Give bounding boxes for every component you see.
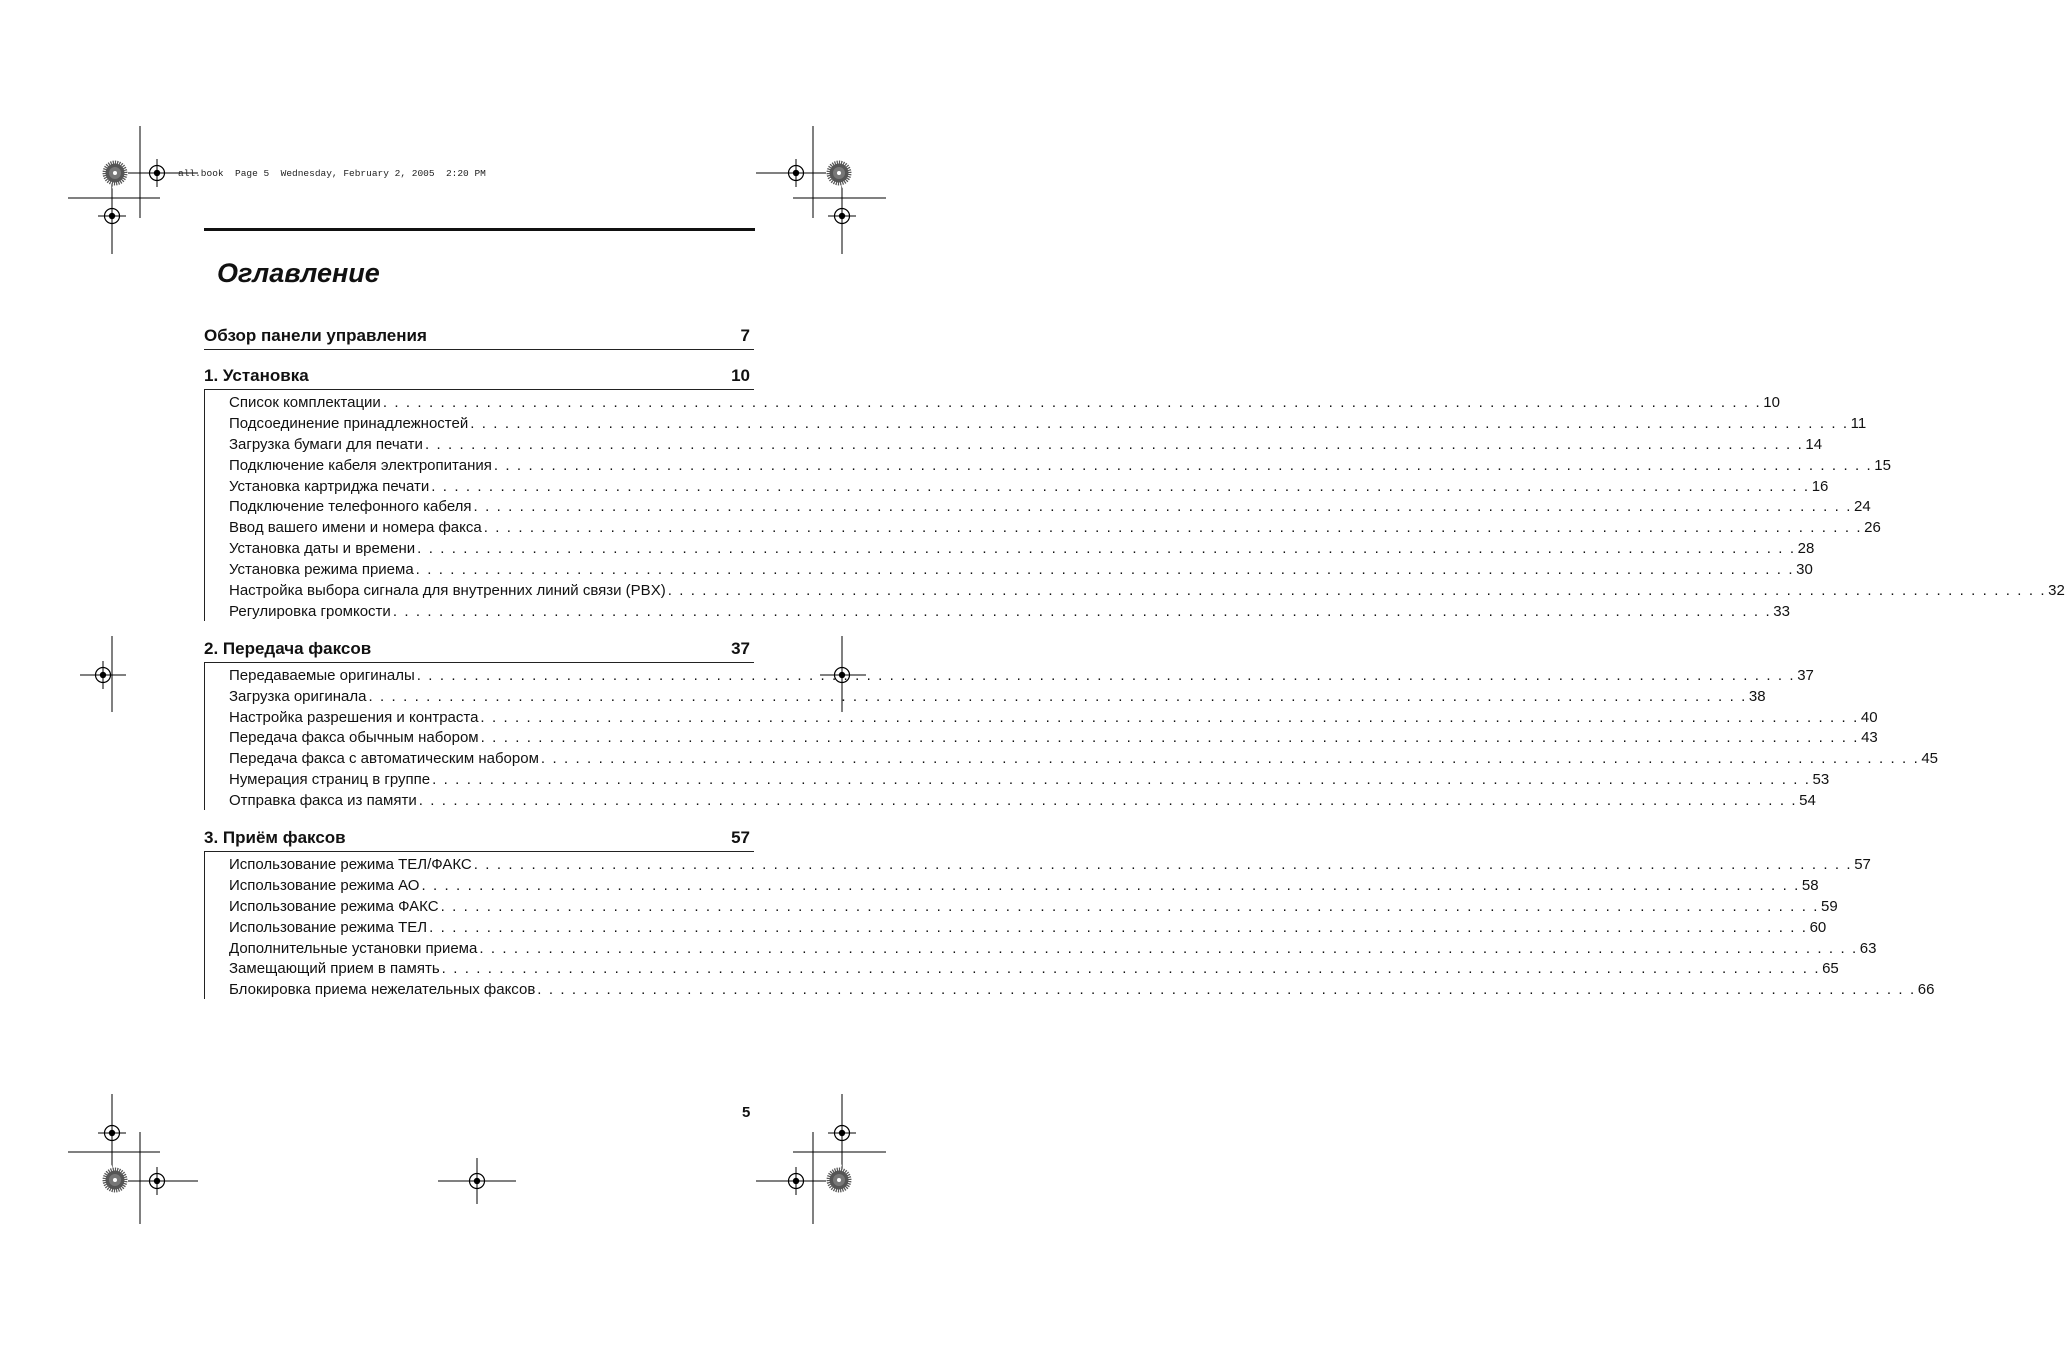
entry-title: Отправка факса из памяти bbox=[229, 792, 417, 810]
entry-title: Замещающий прием в память bbox=[229, 960, 440, 978]
section-heading[interactable] bbox=[204, 824, 754, 852]
dot-leader: . . . . . . . . . . . . . . . . . . . . . . . . . . . . . . . . . . . . . . . . . . . . . . . . . . . . . . . . . . . . . . . . . . . . . . . . . . . . . . . . . . . . . . . . . . . . . . . . . . . . . . . . . . . . . . . . . . . . . . . . bbox=[429, 918, 1808, 936]
entry-page: 38 bbox=[1748, 687, 1766, 705]
dot-leader: . . . . . . . . . . . . . . . . . . . . . . . . . . . . . . . . . . . . . . . . . . . . . . . . . . . . . . . . . . . . . . . . . . . . . . . . . . . . . . . . . . . . . . . . . . . . . . . . . . . . . . . . . . . . . . . . . . . . . . . . bbox=[441, 960, 1821, 978]
entry-page: 32 bbox=[2048, 582, 2065, 600]
section-title: 1. Установка bbox=[204, 366, 309, 385]
toc-entry[interactable] bbox=[204, 980, 1935, 1001]
section-title: 2. Передача факсов bbox=[204, 638, 372, 658]
toc-entry[interactable] bbox=[204, 539, 1815, 560]
toc-entry[interactable] bbox=[204, 855, 1871, 876]
dot-leader: . . . . . . . . . . . . . . . . . . . . . . . . . . . . . . . . . . . . . . . . . . . . . . . . . . . . . . . . . . . . . . . . . . . . . . . . . . . . . . . . . . . . . . . . . . . . . . . . . . . . . . . . . . . . . . . . . . . . . . . . bbox=[480, 729, 1860, 747]
toc-section bbox=[204, 824, 1935, 1001]
toc-entry[interactable] bbox=[204, 959, 1839, 980]
entry-page: 26 bbox=[1864, 519, 1881, 537]
toc-entry[interactable] bbox=[204, 687, 1766, 708]
section-entries bbox=[204, 393, 2065, 623]
entry-page: 65 bbox=[1822, 960, 1839, 978]
entry-title: Передаваемые оригиналы bbox=[229, 666, 415, 684]
toc-entry[interactable] bbox=[204, 560, 1813, 581]
dot-leader: . . . . . . . . . . . . . . . . . . . . . . . . . . . . . . . . . . . . . . . . . . . . . . . . . . . . . . . . . . . . . . . . . . . . . . . . . . . . . . . . . . . . . . . . . . . . . . . . . . . . . . . . . . . . . . . . . . . . . . . . bbox=[483, 519, 1863, 537]
entry-title: Загрузка бумаги для печати bbox=[229, 435, 423, 453]
entry-title: Настройка разрешения и контраста bbox=[229, 708, 479, 726]
entry-title: Установка даты и времени bbox=[229, 540, 416, 558]
dot-leader: . . . . . . . . . . . . . . . . . . . . . . . . . . . . . . . . . . . . . . . . . . . . . . . . . . . . . . . . . . . . . . . . . . . . . . . . . . . . . . . . . . . . . . . . . . . . . . . . . . . . . . . . . . . . . . . . . . . . . . . . bbox=[480, 708, 1859, 726]
toc-section bbox=[204, 322, 754, 350]
toc-entry[interactable] bbox=[204, 749, 1939, 770]
section-page: 7 bbox=[740, 326, 750, 345]
entry-title: Передача факса обычным набором bbox=[229, 729, 479, 747]
table-of-contents bbox=[204, 322, 2065, 1013]
entry-page: 59 bbox=[1821, 897, 1838, 915]
entry-page: 63 bbox=[1859, 939, 1877, 957]
entry-page: 66 bbox=[1917, 981, 1935, 999]
entry-page: 54 bbox=[1799, 792, 1816, 810]
toc-entry[interactable] bbox=[204, 728, 1878, 749]
section-page: 10 bbox=[731, 366, 750, 385]
toc-section bbox=[204, 635, 1939, 812]
entry-title: Использование режима АО bbox=[229, 876, 420, 894]
dot-leader: . . . . . . . . . . . . . . . . . . . . . . . . . . . . . . . . . . . . . . . . . . . . . . . . . . . . . . . . . . . . . . . . . . . . . . . . . . . . . . . . . . . . . . . . . . . . . . . . . . . . . . . . . . . . . . . . . . . . . . . . bbox=[432, 771, 1811, 789]
entry-page: 15 bbox=[1874, 456, 1891, 474]
toc-entry[interactable] bbox=[204, 435, 1823, 456]
dot-leader: . . . . . . . . . . . . . . . . . . . . . . . . . . . . . . . . . . . . . . . . . . . . . . . . . . . . . . . . . . . . . . . . . . . . . . . . . . . . . . . . . . . . . . . . . . . . . . . . . . . . . . . . . . . . . . . . . . . . . . . . bbox=[424, 435, 1804, 453]
entry-title: Подключение кабеля электропитания bbox=[229, 456, 492, 474]
entry-page: 16 bbox=[1811, 477, 1829, 495]
page-number: 5 bbox=[742, 1104, 751, 1121]
entry-page: 11 bbox=[1850, 414, 1867, 432]
dot-leader: . . . . . . . . . . . . . . . . . . . . . . . . . . . . . . . . . . . . . . . . . . . . . . . . . . . . . . . . . . . . . . . . . . . . . . . . . . . . . . . . . . . . . . . . . . . . . . . . . . . . . . . . . . . . . . . . . . . . . . . . bbox=[473, 498, 1852, 516]
entry-page: 58 bbox=[1801, 876, 1819, 894]
toc-entry[interactable] bbox=[204, 456, 1891, 477]
section-heading[interactable] bbox=[204, 322, 754, 350]
toc-entry[interactable] bbox=[204, 666, 1814, 687]
entry-page: 45 bbox=[1921, 750, 1939, 768]
toc-entry[interactable] bbox=[204, 602, 1790, 623]
toc-entry[interactable] bbox=[204, 497, 1871, 518]
entry-page: 30 bbox=[1796, 561, 1813, 579]
dot-leader: . . . . . . . . . . . . . . . . . . . . . . . . . . . . . . . . . . . . . . . . . . . . . . . . . . . . . . . . . . . . . . . . . . . . . . . . . . . . . . . . . . . . . . . . . . . . . . . . . . . . . . . . . . . . . . . . . . . . . . . . bbox=[418, 792, 1798, 810]
entry-page: 10 bbox=[1763, 394, 1780, 411]
dot-leader: . . . . . . . . . . . . . . . . . . . . . . . . . . . . . . . . . . . . . . . . . . . . . . . . . . . . . . . . . . . . . . . . . . . . . . . . . . . . . . . . . . . . . . . . . . . . . . . . . . . . . . . . . . . . . . . . . . . . . . . . bbox=[537, 981, 1916, 999]
section-heading[interactable] bbox=[204, 362, 754, 390]
section-side-rule bbox=[204, 852, 205, 999]
entry-title: Подсоединение принадлежностей bbox=[229, 414, 469, 432]
print-slug: all.book Page 5 Wednesday, February 2, 2005 2:20 PM bbox=[178, 168, 486, 179]
toc-entry[interactable] bbox=[204, 393, 1780, 414]
entry-title: Настройка выбора сигнала для внутренних линий связи (PBX) bbox=[229, 582, 666, 600]
entry-page: 53 bbox=[1812, 771, 1830, 789]
dot-leader: . . . . . . . . . . . . . . . . . . . . . . . . . . . . . . . . . . . . . . . . . . . . . . . . . . . . . . . . . . . . . . . . . . . . . . . . . . . . . . . . . . . . . . . . . . . . . . . . . . . . . . . . . . . . . . . . . . . . . . . . bbox=[440, 897, 1820, 915]
dot-leader: . . . . . . . . . . . . . . . . . . . . . . . . . . . . . . . . . . . . . . . . . . . . . . . . . . . . . . . . . . . . . . . . . . . . . . . . . . . . . . . . . . . . . . . . . . . . . . . . . . . . . . . . . . . . . . . . . . . . . . . . bbox=[416, 666, 1796, 684]
section-side-rule bbox=[204, 663, 205, 810]
toc-entry[interactable] bbox=[204, 770, 1830, 791]
dot-leader: . . . . . . . . . . . . . . . . . . . . . . . . . . . . . . . . . . . . . . . . . . . . . . . . . . . . . . . . . . . . . . . . . . . . . . . . . . . . . . . . . . . . . . . . . . . . . . . . . . . . . . . . . . . . . . . . . . . . . . . . bbox=[417, 540, 1796, 558]
toc-entry[interactable] bbox=[204, 708, 1878, 729]
entry-page: 24 bbox=[1853, 498, 1871, 516]
entry-title: Подключение телефонного кабеля bbox=[229, 498, 472, 516]
dot-leader: . . . . . . . . . . . . . . . . . . . . . . . . . . . . . . . . . . . . . . . . . . . . . . . . . . . . . . . . . . . . . . . . . . . . . . . . . . . . . . . . . . . . . . . . . . . . . . . . . . . . . . . . . . . . . . . . . . . . . . . . bbox=[415, 561, 1795, 579]
entry-page: 40 bbox=[1860, 708, 1878, 726]
section-page: 57 bbox=[731, 828, 750, 848]
entry-page: 43 bbox=[1861, 729, 1878, 747]
section-side-rule bbox=[204, 390, 205, 621]
toc-section bbox=[204, 362, 2065, 623]
section-entries bbox=[204, 855, 1935, 1001]
page-title: Оглавление bbox=[217, 258, 380, 288]
entry-page: 14 bbox=[1805, 435, 1823, 453]
toc-entry[interactable] bbox=[204, 939, 1877, 960]
toc-entry[interactable] bbox=[204, 791, 1816, 812]
dot-leader: . . . . . . . . . . . . . . . . . . . . . . . . . . . . . . . . . . . . . . . . . . . . . . . . . . . . . . . . . . . . . . . . . . . . . . . . . . . . . . . . . . . . . . . . . . . . . . . . . . . . . . . . . . . . . . . . . . . . . . . . bbox=[382, 394, 1762, 411]
section-title: 3. Приём факсов bbox=[204, 828, 346, 848]
dot-leader: . . . . . . . . . . . . . . . . . . . . . . . . . . . . . . . . . . . . . . . . . . . . . . . . . . . . . . . . . . . . . . . . . . . . . . . . . . . . . . . . . . . . . . . . . . . . . . . . . . . . . . . . . . . . . . . . . . . . . . . . bbox=[540, 750, 1920, 768]
header-rule bbox=[204, 228, 755, 231]
entry-page: 28 bbox=[1797, 540, 1815, 558]
dot-leader: . . . . . . . . . . . . . . . . . . . . . . . . . . . . . . . . . . . . . . . . . . . . . . . . . . . . . . . . . . . . . . . . . . . . . . . . . . . . . . . . . . . . . . . . . . . . . . . . . . . . . . . . . . . . . . . . . . . . . . . . bbox=[431, 477, 1810, 495]
toc-entry[interactable] bbox=[204, 897, 1838, 918]
entry-page: 60 bbox=[1809, 918, 1827, 936]
entry-page: 33 bbox=[1773, 602, 1790, 620]
toc-entry[interactable] bbox=[204, 876, 1819, 897]
section-heading[interactable] bbox=[204, 635, 754, 663]
entry-title: Установка режима приема bbox=[229, 561, 414, 579]
entry-title: Ввод вашего имени и номера факса bbox=[229, 519, 482, 537]
section-title: Обзор панели управления bbox=[204, 326, 427, 345]
entry-title: Передача факса с автоматическим набором bbox=[229, 750, 539, 768]
toc-entry[interactable] bbox=[204, 477, 1829, 498]
section-page: 37 bbox=[731, 638, 750, 658]
entry-title: Блокировка приема нежелательных факсов bbox=[229, 981, 536, 999]
entry-title: Установка картриджа печати bbox=[229, 477, 430, 495]
entry-title: Использование режима ТЕЛ bbox=[229, 918, 428, 936]
dot-leader: . . . . . . . . . . . . . . . . . . . . . . . . . . . . . . . . . . . . . . . . . . . . . . . . . . . . . . . . . . . . . . . . . . . . . . . . . . . . . . . . . . . . . . . . . . . . . . . . . . . . . . . . . . . . . . . . . . . . . . . . bbox=[493, 456, 1873, 474]
entry-title: Регулировка громкости bbox=[229, 602, 391, 620]
entry-title: Загрузка оригинала bbox=[229, 687, 367, 705]
entry-page: 57 bbox=[1854, 856, 1871, 874]
entry-title: Нумерация страниц в группе bbox=[229, 771, 431, 789]
entry-title: Список комплектации bbox=[229, 394, 381, 411]
dot-leader: . . . . . . . . . . . . . . . . . . . . . . . . . . . . . . . . . . . . . . . . . . . . . . . . . . . . . . . . . . . . . . . . . . . . . . . . . . . . . . . . . . . . . . . . . . . . . . . . . . . . . . . . . . . . . . . . . . . . . . . . bbox=[392, 602, 1772, 620]
toc-entry[interactable] bbox=[204, 518, 1881, 539]
toc-entry[interactable] bbox=[204, 918, 1827, 939]
dot-leader: . . . . . . . . . . . . . . . . . . . . . . . . . . . . . . . . . . . . . . . . . . . . . . . . . . . . . . . . . . . . . . . . . . . . . . . . . . . . . . . . . . . . . . . . . . . . . . . . . . . . . . . . . . . . . . . . . . . . . . . . bbox=[479, 939, 1858, 957]
dot-leader: . . . . . . . . . . . . . . . . . . . . . . . . . . . . . . . . . . . . . . . . . . . . . . . . . . . . . . . . . . . . . . . . . . . . . . . . . . . . . . . . . . . . . . . . . . . . . . . . . . . . . . . . . . . . . . . . . . . . . . . . bbox=[667, 582, 2047, 600]
dot-leader: . . . . . . . . . . . . . . . . . . . . . . . . . . . . . . . . . . . . . . . . . . . . . . . . . . . . . . . . . . . . . . . . . . . . . . . . . . . . . . . . . . . . . . . . . . . . . . . . . . . . . . . . . . . . . . . . . . . . . . . . bbox=[421, 876, 1800, 894]
dot-leader: . . . . . . . . . . . . . . . . . . . . . . . . . . . . . . . . . . . . . . . . . . . . . . . . . . . . . . . . . . . . . . . . . . . . . . . . . . . . . . . . . . . . . . . . . . . . . . . . . . . . . . . . . . . . . . . . . . . . . . . . bbox=[473, 856, 1853, 874]
dot-leader: . . . . . . . . . . . . . . . . . . . . . . . . . . . . . . . . . . . . . . . . . . . . . . . . . . . . . . . . . . . . . . . . . . . . . . . . . . . . . . . . . . . . . . . . . . . . . . . . . . . . . . . . . . . . . . . . . . . . . . . . bbox=[368, 687, 1747, 705]
section-entries bbox=[204, 666, 1939, 812]
entry-title: Дополнительные установки приема bbox=[229, 939, 478, 957]
dot-leader: . . . . . . . . . . . . . . . . . . . . . . . . . . . . . . . . . . . . . . . . . . . . . . . . . . . . . . . . . . . . . . . . . . . . . . . . . . . . . . . . . . . . . . . . . . . . . . . . . . . . . . . . . . . . . . . . . . . . . . . . bbox=[470, 414, 1849, 432]
entry-title: Использование режима ТЕЛ/ФАКС bbox=[229, 856, 472, 874]
toc-entry[interactable] bbox=[204, 581, 2065, 602]
toc-entry[interactable] bbox=[204, 414, 1867, 435]
entry-title: Использование режима ФАКС bbox=[229, 897, 439, 915]
entry-page: 37 bbox=[1797, 666, 1814, 684]
